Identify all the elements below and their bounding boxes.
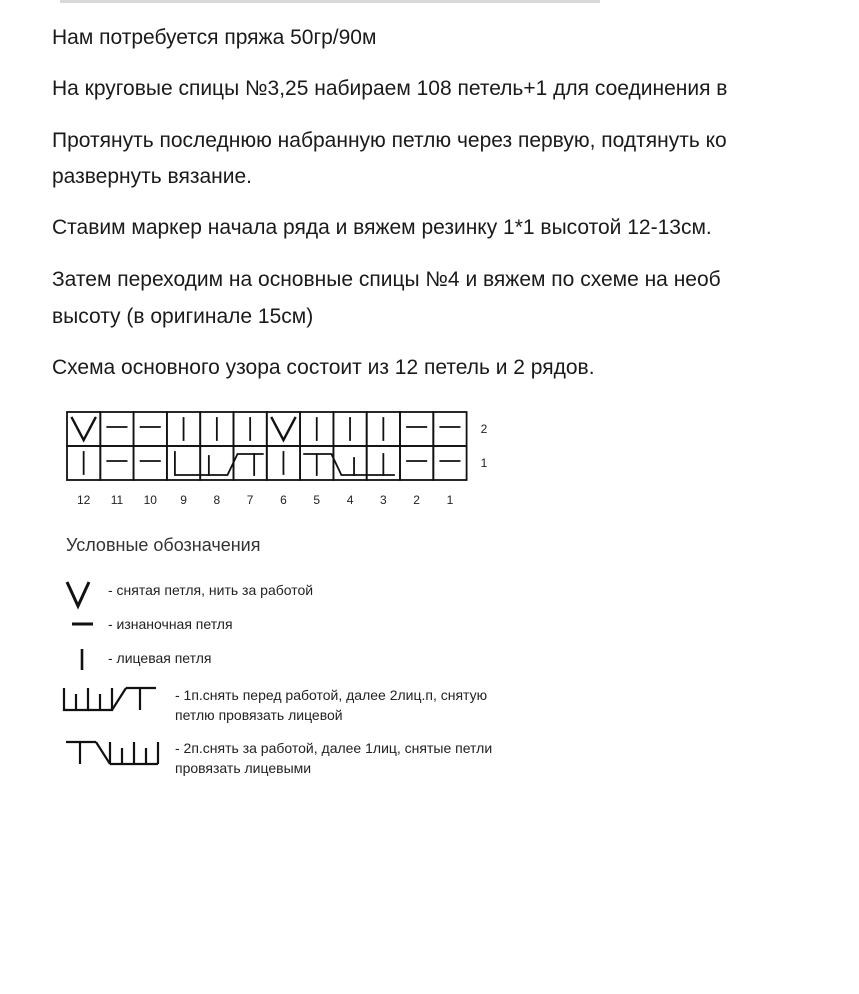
chart-cell-knit (333, 412, 366, 446)
chart-column-label: 4 (346, 493, 354, 507)
chart-labels (77, 422, 488, 507)
chart-column-label: 8 (213, 493, 221, 507)
chart-column-label: 3 (380, 493, 387, 507)
chart-column-label: 7 (246, 493, 254, 507)
chart-row-label: 1 (480, 456, 488, 470)
left-cross-icon (60, 682, 170, 716)
legend-purl-text: - изнаночная петля (108, 616, 233, 632)
chart-left-cross-symbol (175, 452, 263, 475)
chart-cell-knit (167, 412, 200, 446)
legend-title: Условные обозначения (66, 535, 261, 555)
join-text-line-2: развернуть вязание. (52, 165, 252, 188)
legend-left-cross-text: - 1п.снять перед работой, далее 2лиц.п, снятую (175, 687, 488, 703)
legend-right-cross-text: - 2п.снять за работой, далее 1лиц, снятые петли (175, 740, 493, 756)
chart-column-label: 2 (413, 493, 420, 507)
chart-cell-purl (433, 446, 466, 480)
chart-column-label: 6 (280, 493, 287, 507)
purl-stitch-icon (60, 614, 100, 634)
chart-cell-knit (367, 412, 400, 446)
chart-cell-knit (200, 412, 233, 446)
chart-cell-purl (400, 446, 433, 480)
chart-cell-slip (267, 412, 300, 446)
rib-text: Ставим маркер начала ряда и вяжем резинку 1*1 высотой 12-13см. (52, 216, 712, 239)
legend-knit-text: - лицевая петля (108, 650, 212, 666)
yarn-text: Нам потребуется пряжа 50гр/90м (52, 26, 377, 49)
legend-right-cross-text-2: провязать лицевыми (175, 760, 312, 776)
chart-cell-knit (267, 446, 300, 480)
chart-column-label: 9 (180, 493, 187, 507)
scheme-text: Схема основного узора состоит из 12 петель и 2 рядов. (52, 356, 595, 379)
chart-cells (67, 412, 467, 480)
chart-cell-knit (300, 412, 333, 446)
chart-cell-knit (67, 446, 100, 480)
right-cross-icon (60, 736, 170, 770)
chart-column-label: 11 (110, 493, 124, 507)
chart-cell-cross-left (234, 446, 267, 480)
chart-right-cross-symbol (304, 454, 394, 475)
chart-cell-slip (67, 412, 100, 446)
knit-stitch-icon (60, 644, 100, 674)
stitch-chart (0, 400, 520, 515)
chart-cell-purl (433, 412, 466, 446)
chart-column-label: 5 (313, 493, 321, 507)
chart-column-label: 10 (143, 493, 157, 507)
legend-slip-text: - снятая петля, нить за работой (108, 582, 314, 598)
chart-cell-purl (134, 446, 167, 480)
chart-cell-purl (400, 412, 433, 446)
chart-cell-purl (100, 412, 133, 446)
main-text-line-2: высоту (в оригинале 15см) (52, 305, 314, 328)
cast-on-text: На круговые спицы №3,25 набираем 108 петель+1 для соединения в (52, 77, 728, 100)
legend-left-cross-text-2: петлю провязать лицевой (175, 707, 343, 723)
chart-row-label: 2 (480, 422, 488, 436)
chart-cell-purl (100, 446, 133, 480)
chart-cell-purl (134, 412, 167, 446)
cropped-text-edge (60, 0, 600, 3)
slip-stitch-icon (60, 576, 100, 610)
chart-column-label: 1 (446, 493, 454, 507)
chart-column-label: 12 (76, 493, 91, 507)
join-text-line-1: Протянуть последнюю набранную петлю через первую, подтянуть ко (52, 129, 727, 152)
main-text-line-1: Затем переходим на основные спицы №4 и вяжем по схеме на необ (52, 268, 721, 291)
chart-cell-knit (234, 412, 267, 446)
